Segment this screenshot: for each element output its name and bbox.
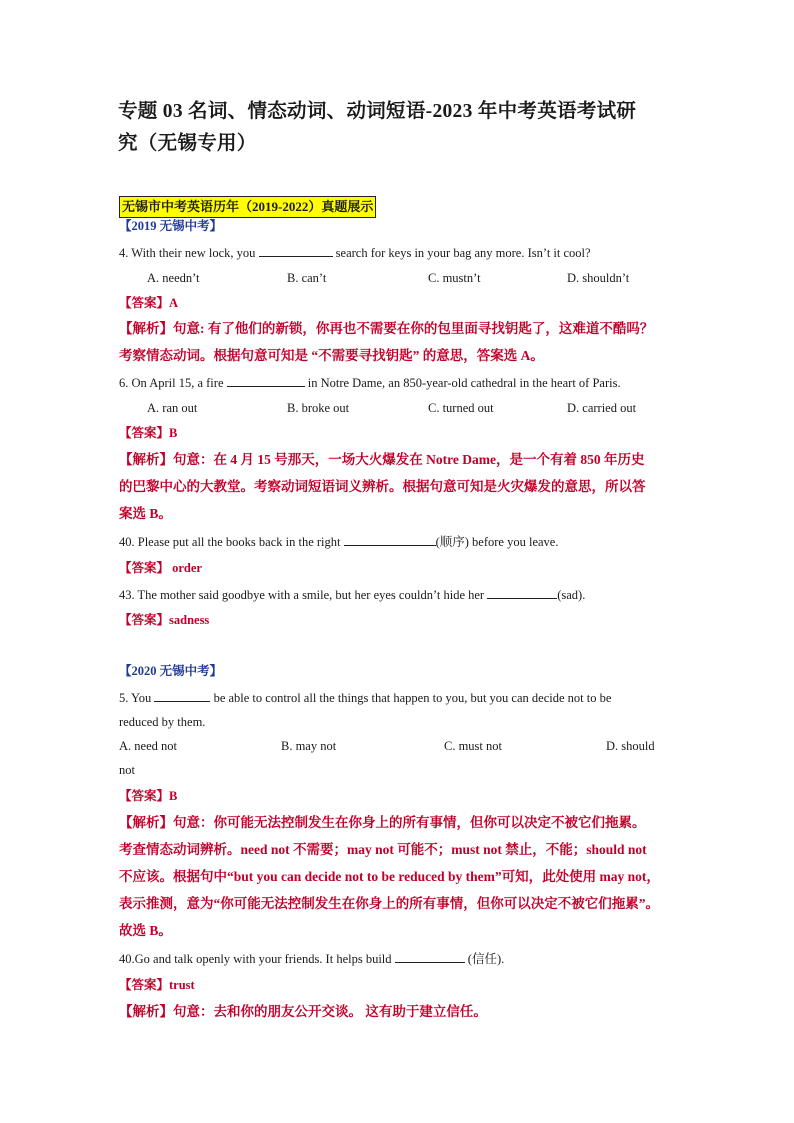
q4-option-c: C. mustn’t <box>428 271 481 285</box>
question-5: 5. You be able to control all the things that happen to you, but you can decide not to be <box>119 691 612 705</box>
q5-option-d-wrap: not <box>119 763 135 777</box>
q6-analysis-line-1: 【解析】句意：在 4 月 15 号那天，一场大火爆发在 Notre Dame，是一个有着 850 年历史 <box>119 452 645 467</box>
answer-blank <box>395 950 465 963</box>
page-title <box>118 96 698 160</box>
year-header-2020: 【2020 无锡中考】 <box>119 664 223 678</box>
q40-2019-answer: 【答案】 order <box>119 561 202 575</box>
q5-option-d: D. should <box>606 739 655 753</box>
question-5-line-2: reduced by them. <box>119 715 206 729</box>
q4-answer: 【答案】A <box>119 296 179 310</box>
q5-answer: 【答案】B <box>119 789 178 803</box>
q6-analysis-line-2: 的巴黎中心的大教堂。考察动词短语词义辨析。根据句意可知是火灾爆发的意思，所以答 <box>119 479 646 494</box>
q40-2020-analysis: 【解析】句意：去和你的朋友公开交谈。 这有助于建立信任。 <box>119 1004 487 1019</box>
question-43: 43. The mother said goodbye with a smile, but her eyes couldn’t hide her (sad). <box>119 588 586 602</box>
q5-analysis-line-1: 【解析】句意：你可能无法控制发生在你身上的所有事情，但你可以决定不被它们拖累。 <box>119 815 646 830</box>
q6-option-c: C. turned out <box>428 401 494 415</box>
q43-answer: 【答案】sadness <box>119 613 210 627</box>
q4-option-b: B. can’t <box>287 271 327 285</box>
q4-analysis-line-2: 考察情态动词。根据句意可知是 “不需要寻找钥匙” 的意思，答案选 A。 <box>119 348 544 363</box>
q6-option-b: B. broke out <box>287 401 350 415</box>
q5-option-a: A. need not <box>119 739 177 753</box>
answer-blank <box>487 586 557 599</box>
question-40-2019: 40. Please put all the books back in the right (顺序) before you leave. <box>119 535 559 549</box>
title-line-1: 专题 03 名词、情态动词、动词短语-2023 年中考英语考试研 <box>118 101 637 122</box>
q4-analysis-line-1: 【解析】句意: 有了他们的新锁，你再也不需要在你的包里面寻找钥匙了，这难道不酷吗？ <box>119 321 654 336</box>
q4-option-d: D. shouldn’t <box>567 271 630 285</box>
q5-analysis-line-4: 表示推测，意为“你可能无法控制发生在你身上的所有事情，但你可以决定不被它们拖累”。 <box>119 896 659 911</box>
question-6: 6. On April 15, a fire in Notre Dame, an 850-year-old cathedral in the heart of Paris. <box>119 376 621 390</box>
q5-analysis-line-3: 不应该。根据句中“but you can decide not to be reduced by them”可知，此处使用 may not， <box>119 869 660 884</box>
year-header-2019: 【2019 无锡中考】 <box>119 219 223 233</box>
q4-option-a: A. needn’t <box>147 271 200 285</box>
q5-analysis-line-5: 故选 B。 <box>119 923 172 938</box>
answer-blank <box>154 689 210 702</box>
section-banner: 无锡市中考英语历年（2019-2022）真题展示 <box>119 196 376 218</box>
q6-option-a: A. ran out <box>147 401 198 415</box>
q5-option-b: B. may not <box>281 739 337 753</box>
question-40-2020: 40.Go and talk openly with your friends. It helps build (信任). <box>119 952 505 966</box>
q40-2020-answer: 【答案】trust <box>119 978 195 992</box>
q6-analysis-line-3: 案选 B。 <box>119 506 172 521</box>
question-4: 4. With their new lock, you search for keys in your bag any more. Isn’t it cool? <box>119 246 591 260</box>
q6-option-d: D. carried out <box>567 401 637 415</box>
answer-blank <box>227 374 305 387</box>
q6-answer: 【答案】B <box>119 426 178 440</box>
answer-blank <box>259 244 333 257</box>
answer-blank <box>344 533 436 546</box>
q5-analysis-line-2: 考查情态动词辨析。need not 不需要；may not 可能不；must not 禁止，不能；should not <box>119 842 647 857</box>
title-line-2: 究（无锡专用） <box>118 133 257 154</box>
q5-option-c: C. must not <box>444 739 502 753</box>
